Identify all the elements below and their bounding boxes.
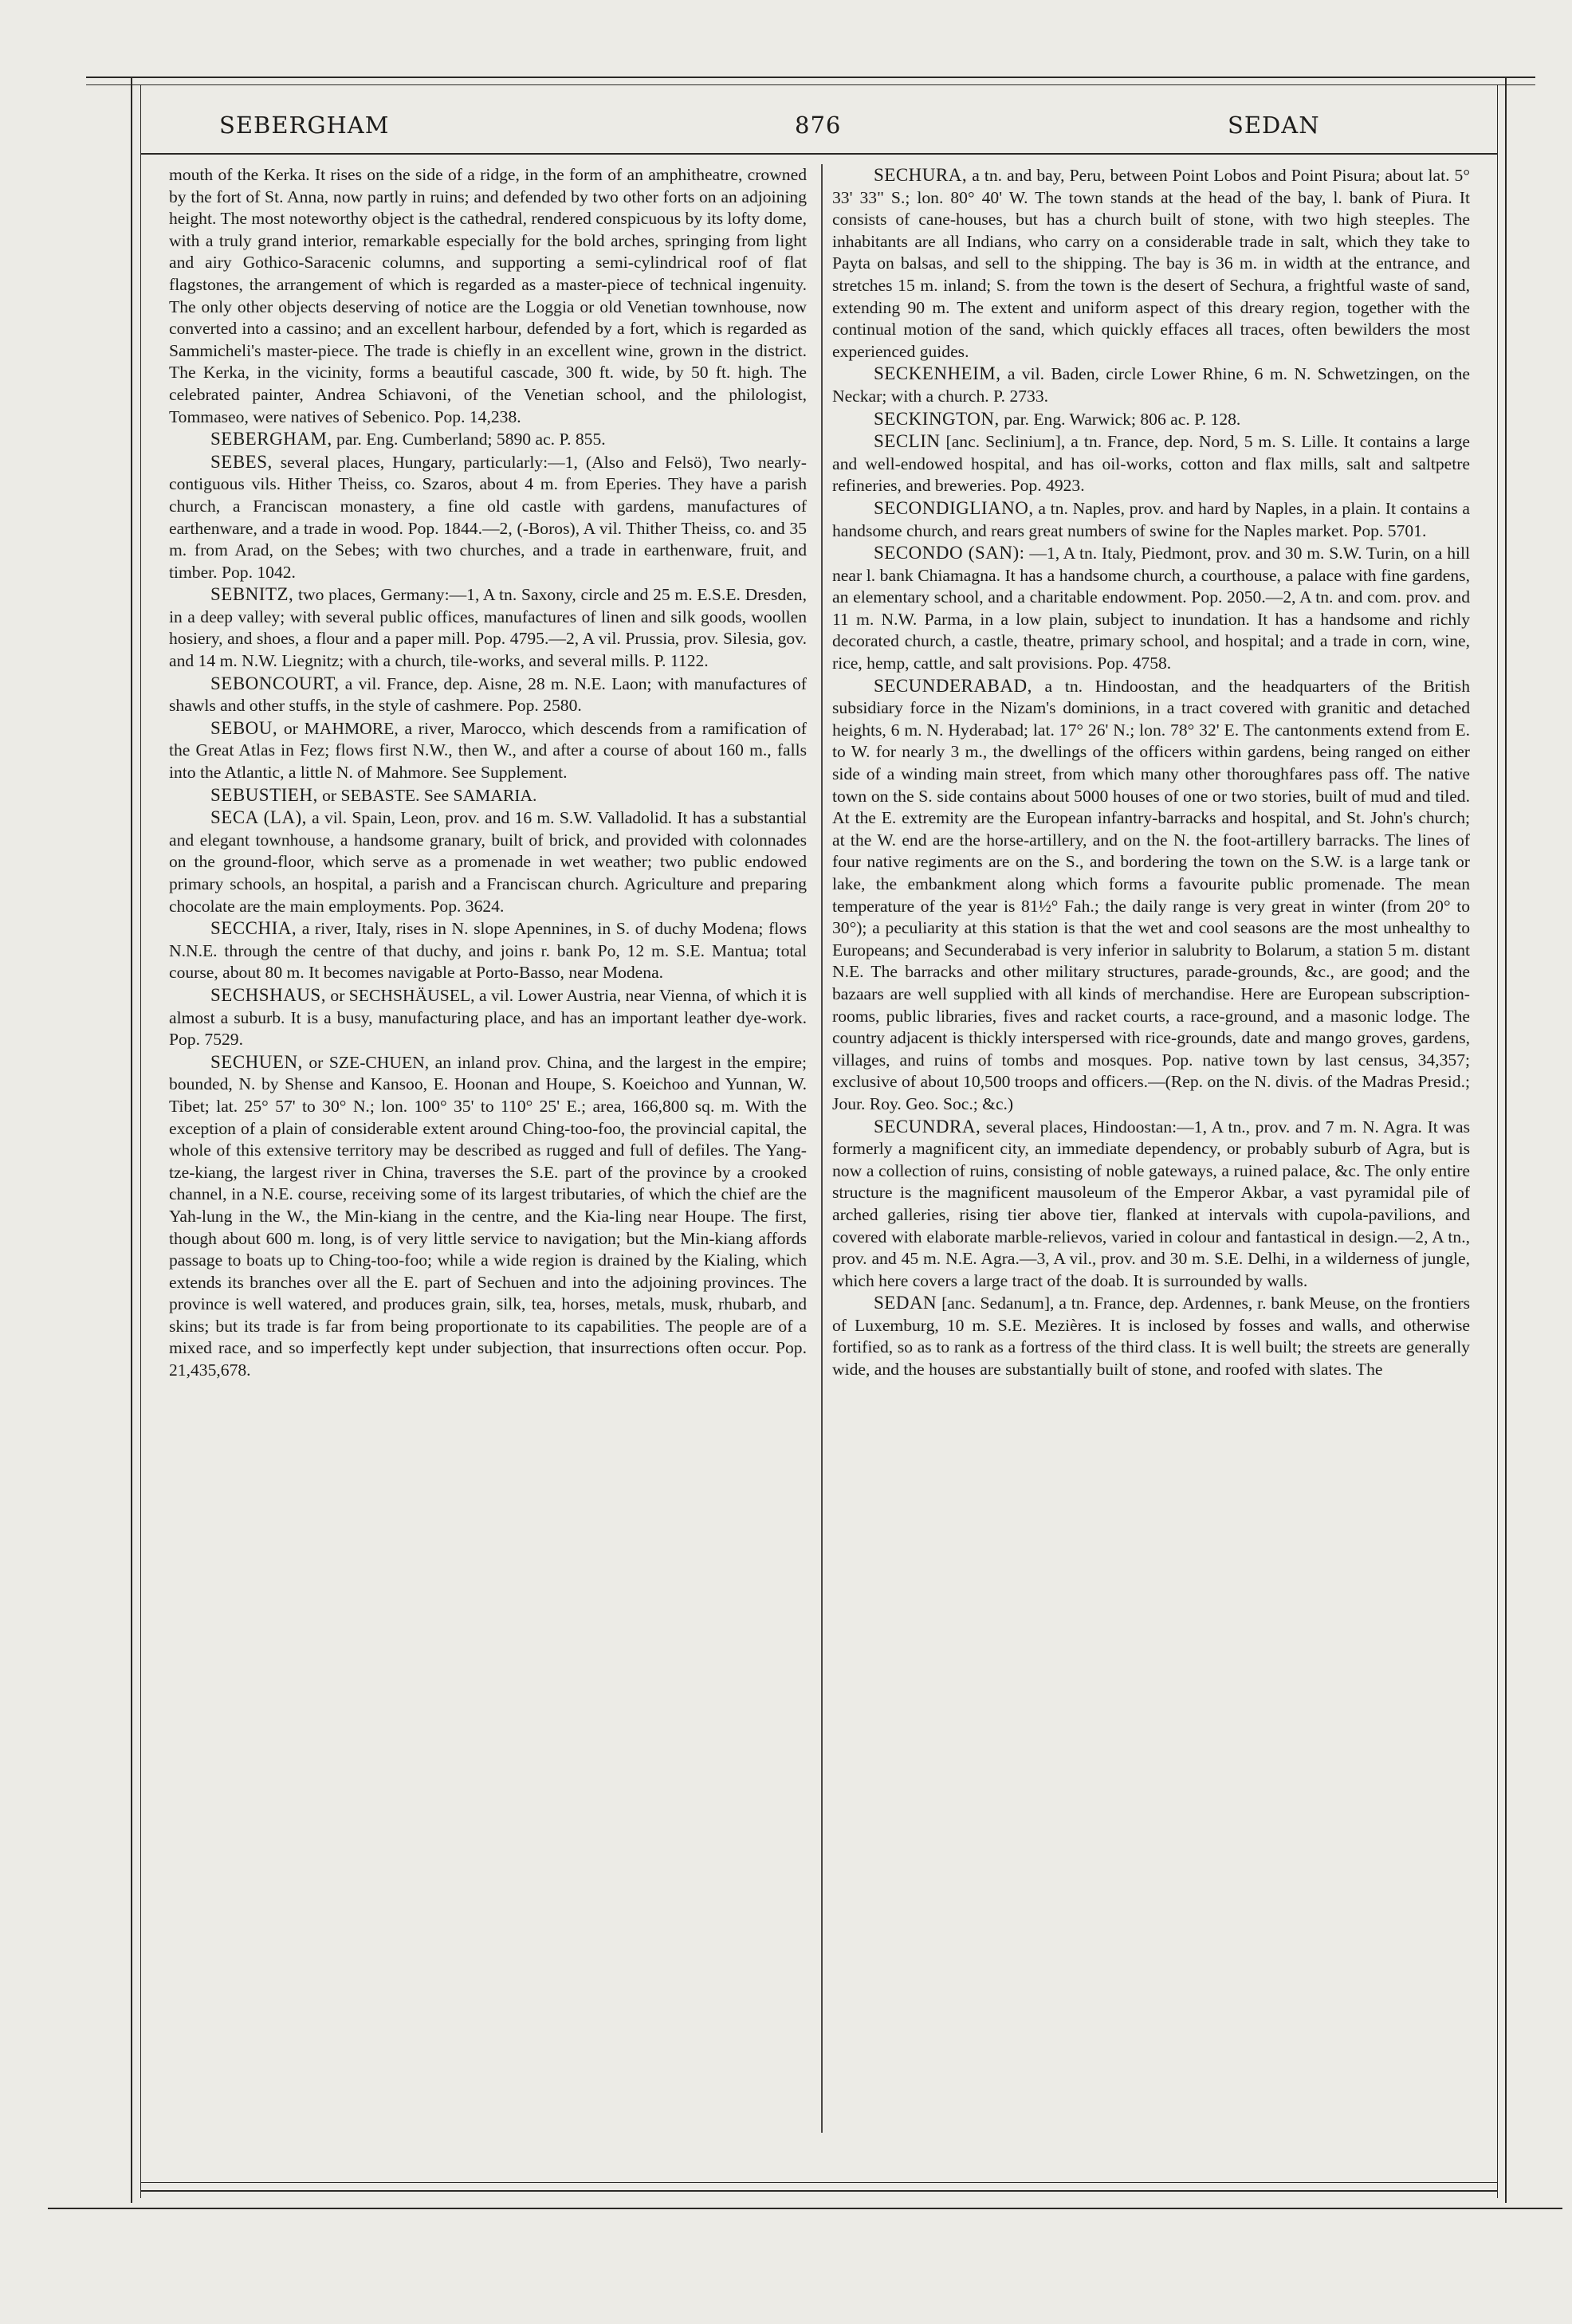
dictionary-entry — [832, 1116, 1470, 1293]
entry-headword: SECCHIA, — [210, 918, 297, 939]
entry-text: par. Eng. Cumberland; 5890 ac. P. 855. — [336, 430, 606, 449]
entry-headword: SEBES, — [210, 451, 273, 472]
dictionary-entry — [169, 784, 807, 807]
entry-headword: SECHURA, — [874, 165, 968, 185]
entry-text: several places, Hungary, particularly:—1, (Also and Felsö), Two nearly-contiguous vils. Hither Theiss, co. Szaros, about 4 m. from Eperies. They have a parish church, a Franciscan monastery, a fine old castle with gardens, manufactures of earthenware, and a trade in wood. Pop. 1844.—2, (-Boros), A vil. Thither Theiss, co. and 35 m. from Arad, on the Sebes; with two churches, and a trade in earthenware, fruit, and timber. Pop. 1042. — [169, 452, 807, 582]
header-right-keyword: SEDAN — [1228, 112, 1320, 139]
frame-right-inner — [1497, 84, 1498, 2198]
dictionary-entry — [169, 984, 807, 1051]
dictionary-entry — [169, 807, 807, 917]
entry-headword: SEBOU, — [210, 717, 278, 738]
dictionary-entry — [169, 428, 807, 451]
left-column — [169, 164, 807, 2137]
entry-text: or SZE-CHUEN, an inland prov. China, and the largest in the empire; bounded, N. by Shense and Kansoo, E. Hoonan and Houpe, S. Koeichoo and Yunnan, W. Tibet; lat. 25° 57' to 30° N.; lon. 100° 35' to 110° 25' E.; area, 166,800 sq. m. With the exception of a plain of considerable extent around Ching-too-foo, the provincial capital, the whole of this extensive territory may be described as rugged and full of defiles. The Yang-tze-kiang, the largest river in China, traverses the S.E. part of the province by a crooked channel, in a N.E. course, receiving some of its largest tributaries, of which the chief are the Yah-lung in the W., the Min-kiang in the centre, and the Kia-ling near Houpe. The first, though about 600 m. long, is of very little service to navigation; but the Min-kiang affords passage to boats up to Ching-too-foo; while a wide region is drained by the Kialing, which extends its branches over all the E. part of Sechuen and into the adjoining provinces. The province is well watered, and produces grain, silk, tea, horses, metals, musk, rhubarb, and skins; but its trade is far from being proportionate to its capabilities. The people are of a mixed race, and so imperfectly kept under subjection, that insurrections often occur. Pop. 21,435,678. — [169, 1052, 807, 1380]
entry-text: a vil. Baden, circle Lower Rhine, 6 m. N. Schwetzingen, on the Neckar; with a church. P. 2733. — [832, 364, 1470, 406]
frame-left-inner — [140, 84, 141, 2198]
entry-headword: SECUNDRA, — [874, 1116, 981, 1136]
dictionary-entry — [169, 164, 807, 428]
entry-text: —1, A tn. Italy, Piedmont, prov. and 30 m. S.W. Turin, on a hill near l. bank Chiamagna. It has a handsome church, a courthouse, a palace with fine gardens, an elementary school, and a charitable endowment. Pop. 2050.—2, A tn. and com. prov. and 11 m. N.W. Parma, in a low plain, subject to inundation. It has a handsome and richly decorated church, a castle, theatre, primary school, and hospital; and a trade in corn, wine, rice, hemp, cattle, and salt provisions. Pop. 4758. — [832, 544, 1470, 673]
entry-text: mouth of the Kerka. It rises on the side of a ridge, in the form of an amphitheatre, crowned by the fort of St. Anna, now partly in ruins; and defended by two other forts on an adjoining height. The most noteworthy object is the cathedral, rendered conspicuous by its lofty dome, with a truly grand interior, remarkable especially for the bold arches, springing from light and airy Gothico-Saracenic columns, and supporting a semi-cylindrical roof of flat flagstones, the arrangement of which is regarded as a master-piece of technical ingenuity. The only other objects deserving of notice are the Loggia or old Venetian townhouse, now converted into a cassino; and an excellent harbour, defended by a fort, which is regarded as Sammicheli's master-piece. The trade is chiefly in an excellent wine, grown in the district. The Kerka, in the vicinity, forms a beautiful cascade, 300 ft. wide, by 50 ft. high. The celebrated painter, Andrea Schiavoni, of the Venetian school, and the philologist, Tommaseo, were natives of Sebenico. Pop. 14,238. — [169, 165, 807, 426]
entry-headword: SECKENHEIM, — [874, 363, 1001, 384]
entry-text: several places, Hindoostan:—1, A tn., prov. and 7 m. N. Agra. It was formerly a magnificent city, an immediate dependency, or probably suburb of Agra, but is now a collection of ruins, consisting of noble gateways, a ruined palace, &c. The only entire structure is the magnificent mausoleum of the Emperor Akbar, a vast pyramidal pile of arched galleries, rising tier above tier, flanked at intervals with cupola-pavilions, and covered with elaborate marble-relievos, varied in colour and fantastical in design.—2, A tn., prov. and 45 m. N.E. Agra.—3, A vil., prov. and 30 m. S.E. Delhi, in a wilderness of jungle, which here covers a large tract of the doab. It is surrounded by walls. — [832, 1117, 1470, 1290]
dictionary-entry — [169, 451, 807, 584]
entry-text: par. Eng. Warwick; 806 ac. P. 128. — [1004, 409, 1241, 429]
dictionary-entry — [169, 1051, 807, 1382]
entry-headword: SECKINGTON, — [874, 408, 1000, 429]
entry-headword: SECA (LA), — [210, 807, 307, 828]
entry-text: or SECHSHÄUSEL, a vil. Lower Austria, near Vienna, of which it is almost a suburb. It is a busy, manufacturing place, and has an important leather dye-work. Pop. 7529. — [169, 985, 807, 1050]
entry-text: a tn. and bay, Peru, between Point Lobos and Point Pisura; about lat. 5° 33' 33" S.; lon. 80° 40' W. The town stands at the head of the bay, l. bank of Piura. It consists of cane-houses, but has a church built of stone, with two high steeples. The inhabitants are all Indians, who carry on a considerable trade in salt, which they take to Payta on balsas, and sell to the shipping. The bay is 36 m. in width at the entrance, and stretches 15 m. inland; S. from the town is the desert of Sechura, a frightful waste of sand, extending 90 m. The extent and uniform aspect of this dreary region, together with the continual motion of the sand, which quickly effaces all traces, often bewilders the most experienced guides. — [832, 166, 1470, 361]
entry-headword: SEBNITZ, — [210, 584, 294, 605]
entry-headword: SEDAN — [874, 1293, 937, 1313]
entry-headword: SEBONCOURT, — [210, 673, 340, 693]
dictionary-entry — [832, 497, 1470, 542]
header-left-keyword: SEBERGHAM — [219, 112, 390, 139]
entry-headword: SECUNDERABAD, — [874, 675, 1032, 696]
right-column — [832, 164, 1470, 2137]
entry-text: a river, Italy, rises in N. slope Apennines, in S. of duchy Modena; flows N.N.E. through the centre of that duchy, and joins r. bank Po, 12 m. S.E. Mantua; total course, about 80 m. It becomes navigable at Porto-Basso, near Modena. — [169, 919, 807, 983]
entry-text: [anc. Seclinium], a tn. France, dep. Nord, 5 m. S. Lille. It contains a large and well-endowed hospital, and has oil-works, cotton and flax mills, salt and saltpetre refineries, and breweries. Pop. 4923. — [832, 432, 1470, 496]
entry-text: a tn. Naples, prov. and hard by Naples, in a plain. It contains a handsome church, and rears great numbers of swine for the Naples market. Pop. 5701. — [832, 498, 1470, 540]
entry-headword: SECONDIGLIANO, — [874, 497, 1034, 518]
dictionary-entry — [169, 917, 807, 984]
entry-headword: SECHUEN, — [210, 1051, 303, 1072]
header-rule — [140, 153, 1497, 155]
entry-headword: SEBUSTIEH, — [210, 784, 318, 805]
outer-rule-bottom — [48, 2208, 1562, 2209]
entry-text: a vil. Spain, Leon, prov. and 16 m. S.W. Valladolid. It has a substantial and elegant townhouse, a handsome granary, built of brick, and provided with colonnades on the ground-floor, which serve as a promenade in wet weather; two public endowed primary schools, an hospital, a parish and a Franciscan church. Agriculture and preparing chocolate are the main employments. Pop. 3624. — [169, 808, 807, 916]
page-number: 876 — [795, 112, 842, 139]
entry-headword: SECHSHAUS, — [210, 984, 326, 1005]
frame-left — [131, 77, 132, 2203]
entry-headword: SEBERGHAM, — [210, 429, 332, 449]
entry-headword: SECONDO (SAN): — [874, 543, 1025, 563]
dictionary-entry — [832, 542, 1470, 675]
bottom-rule-inner — [140, 2182, 1497, 2183]
entry-text: [anc. Sedanum], a tn. France, dep. Ardennes, r. bank Meuse, on the frontiers of Luxemburg, 10 m. S.E. Mezières. It is inclosed by fosses and walls, and otherwise fortified, so as to rank as a fortress of the third class. It is well built; the streets are generally wide, and the houses are substantially built of stone, and roofed with slates. The — [832, 1294, 1470, 1380]
entry-text: or SEBASTE. See SAMARIA. — [322, 785, 537, 805]
outer-rule-top-inner — [86, 84, 1535, 85]
entry-text: a tn. Hindoostan, and the headquarters of the British subsidiary force in the Nizam's dominions, in a tract covered with granitic and detached heights, 6 m. N. Hyderabad; lat. 17° 26' N.; lon. 78° 32' E. The cantonments extend from E. to W. for nearly 3 m., the dwellings of the officers within gardens, being ranged on either side of a winding main street, from which many other thoroughfares pass off. The native town on the S. side contains about 5000 houses of one or two stories, built of mud and tiled. At the E. extremity are the European infantry-barracks and hospital, and St. John's church; at the W. end are the horse-artillery, and on the N. the foot-artillery barracks. The lines of four native regiments are on the S., and bordering the town on the S.W. is a large tank or lake, the embankment along which forms a favourite public promenade. The mean temperature of the year is 81½° Fah.; the daily range is very great in winter (from 20° to 30°); a peculiarity at this station is that the wet and cool seasons are the most unhealthy to Europeans; and Secunderabad is very inferior in salubrity to Bolarum, a station 5 m. distant N.E. The barracks and other military structures, parade-grounds, &c., are good; and the bazaars are well supplied with all kinds of merchandise. Here are European subscription-rooms, public libraries, fives and racket courts, a race-ground, and a masonic lodge. The country adjacent is thickly interspersed with rice-grounds, date and mango groves, gardens, villages, and ruins of tombs and mosques. Pop. native town by last census, 34,357; exclusive of about 10,500 troops and officers.—(Rep. on the N. divis. of the Madras Presid.; Jour. Roy. Geo. Soc.; &c.) — [832, 676, 1470, 1113]
dictionary-entry — [832, 408, 1470, 431]
outer-rule-top — [86, 77, 1535, 78]
dictionary-entry — [169, 673, 807, 717]
dictionary-entry — [169, 583, 807, 672]
dictionary-entry — [832, 164, 1470, 363]
dictionary-entry — [832, 363, 1470, 407]
entry-text: or MAHMORE, a river, Marocco, which descends from a ramification of the Great Atlas in Fez; flows first N.W., then W., and after a course of about 160 m., falls into the Atlantic, a little N. of Mahmore. See Supplement. — [169, 718, 807, 783]
columns — [169, 164, 1468, 2137]
dictionary-entry — [832, 675, 1470, 1116]
running-header — [155, 112, 1471, 150]
dictionary-entry — [832, 430, 1470, 497]
frame-right — [1505, 77, 1507, 2203]
dictionary-entry — [832, 1292, 1470, 1380]
bottom-rule — [140, 2190, 1497, 2192]
entry-headword: SECLIN — [874, 431, 941, 452]
dictionary-entry — [169, 717, 807, 784]
entry-text: two places, Germany:—1, A tn. Saxony, circle and 25 m. E.S.E. Dresden, in a deep valley; with several public offices, manufactures of linen and silk goods, woollen hosiery, and shoes, a flour and a paper mill. Pop. 4795.—2, A vil. Prussia, prov. Silesia, gov. and 14 m. N.W. Liegnitz; with a church, tile-works, and several mills. P. 1122. — [169, 585, 807, 671]
entry-text: a vil. France, dep. Aisne, 28 m. N.E. Laon; with manufactures of shawls and other stuffs, in the style of cashmere. Pop. 2580. — [169, 673, 807, 716]
